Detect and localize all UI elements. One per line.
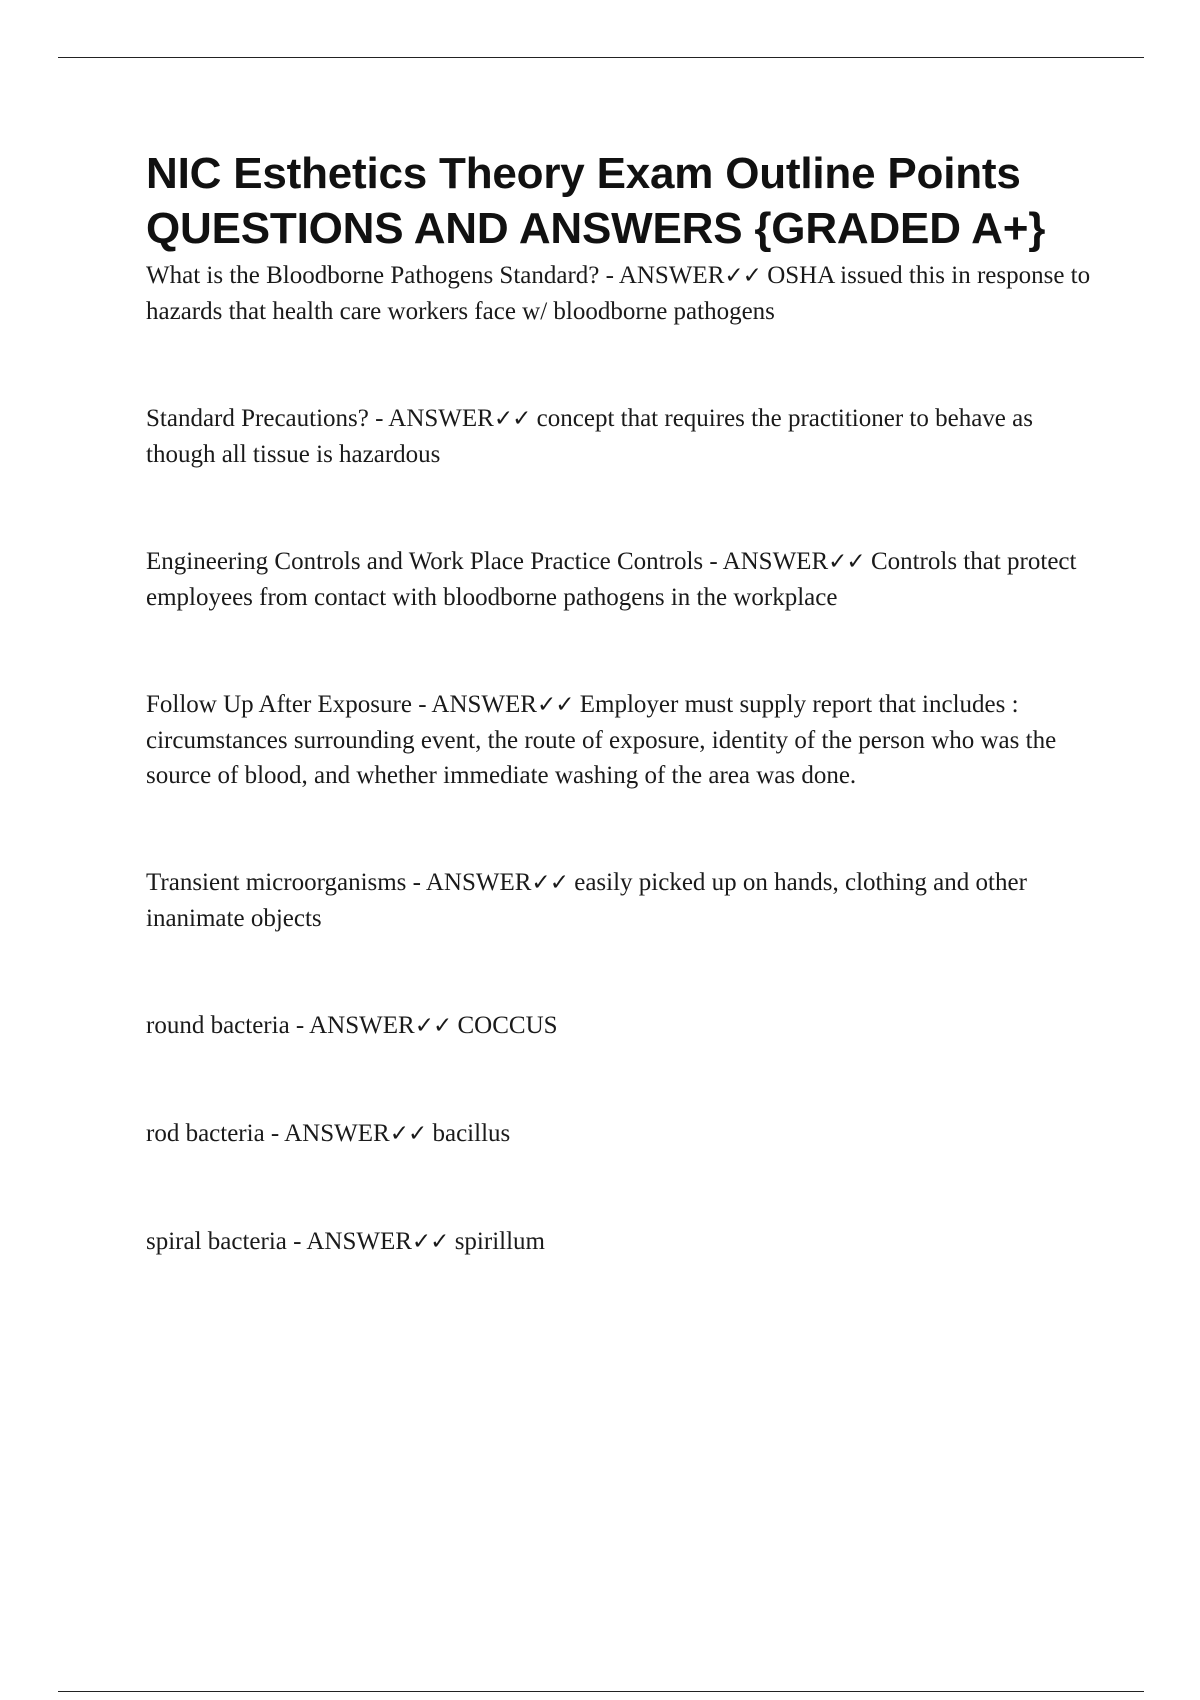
qa-item-spiral-bacteria [146,1224,1096,1260]
question-text: Standard Precautions? - ANSWER [146,405,494,432]
answer-text: concept that requires the practitioner to behave as though all tissue is hazardous [146,405,1033,468]
qa-item-rod-bacteria [146,1116,1096,1152]
qa-item-bloodborne-standard [146,258,1096,329]
qa-item-follow-up-exposure [146,687,1096,793]
checkmark-icon: ✓✓ [724,263,761,289]
answer-text: OSHA issued this in response to hazards that health care workers face w/ bloodborne pathogens [146,262,1091,325]
top-rule [58,57,1144,58]
qa-item-transient-microorganisms [146,865,1096,936]
answer-text: COCCUS [451,1012,558,1039]
question-text: What is the Bloodborne Pathogens Standard? - ANSWER [146,262,725,289]
checkmark-icon: ✓✓ [531,870,568,896]
checkmark-icon: ✓✓ [389,1121,427,1147]
document-title: NIC Esthetics Theory Exam Outline Points QUESTIONS AND ANSWERS {GRADED A+} [146,149,1046,253]
bottom-rule [58,1691,1144,1692]
checkmark-icon: ✓✓ [828,549,865,575]
document-body [146,146,1096,1260]
answer-text: Controls that protect employees from contact with bloodborne pathogens in the workplace [146,548,1077,611]
question-text: Follow Up After Exposure - ANSWER [146,691,537,718]
checkmark-icon: ✓✓ [414,1013,452,1039]
qa-item-round-bacteria [146,1008,1096,1044]
answer-text: bacillus [426,1120,511,1147]
qa-item-standard-precautions [146,401,1096,472]
checkmark-icon: ✓✓ [536,692,574,718]
question-text: rod bacteria - ANSWER [146,1120,390,1147]
question-text: spiral bacteria - ANSWER [146,1228,412,1255]
qa-list [146,258,1096,1260]
answer-text: easily picked up on hands, clothing and other inanimate objects [146,869,1027,932]
answer-text: spirillum [448,1228,545,1255]
qa-item-engineering-controls [146,544,1096,615]
checkmark-icon: ✓✓ [411,1229,449,1255]
question-text: Transient microorganisms - ANSWER [146,869,532,896]
question-text: round bacteria - ANSWER [146,1012,415,1039]
question-text: Engineering Controls and Work Place Practice Controls - ANSWER [146,548,829,575]
answer-text: Employer must supply report that includes : circumstances surrounding event, the route of exposure, identity of the person who was the source of blood, and whether immediate washing of the area was done. [146,691,1057,789]
checkmark-icon: ✓✓ [493,406,531,432]
